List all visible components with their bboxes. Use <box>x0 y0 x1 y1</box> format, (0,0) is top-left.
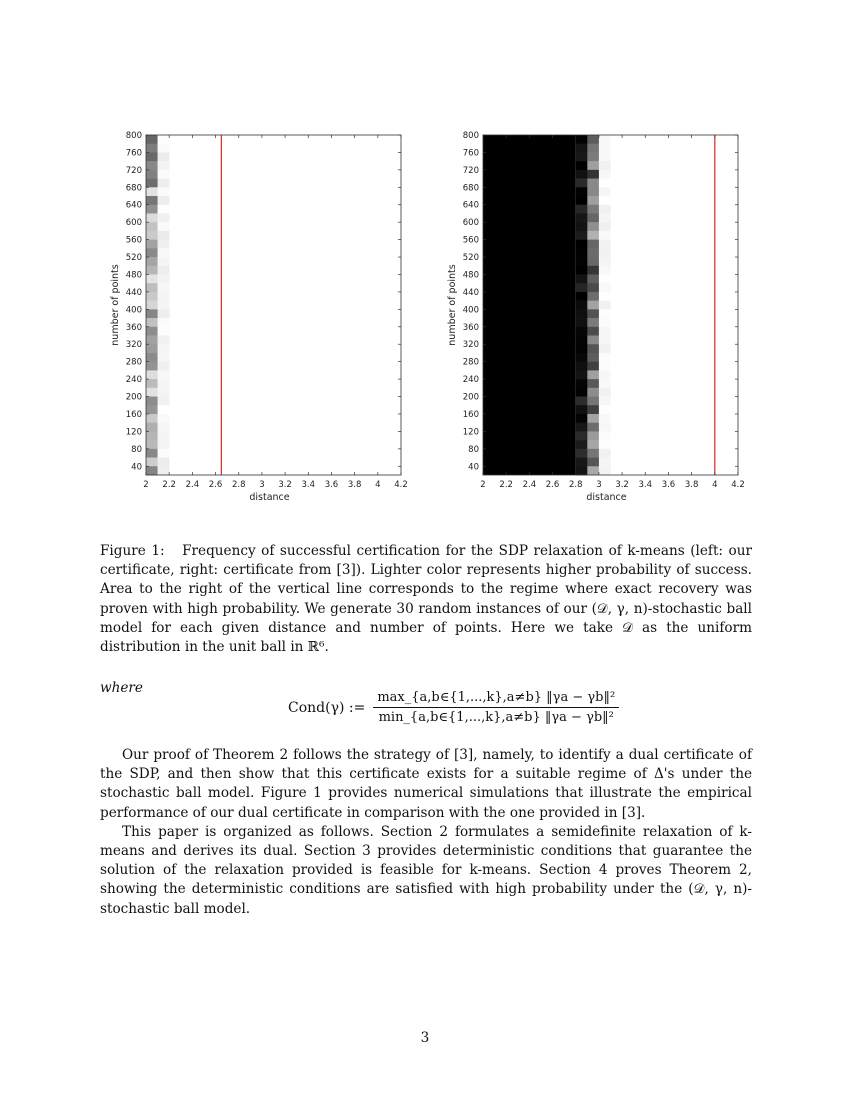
heatmap-cell <box>146 318 158 327</box>
heatmap-cell <box>158 240 170 249</box>
heatmap-cell <box>599 161 611 170</box>
heatmap-cell <box>599 135 611 144</box>
heatmap-cell <box>587 213 599 222</box>
heatmap-cell <box>587 222 599 231</box>
heatmap-cell <box>587 231 599 240</box>
heatmap-cell <box>576 458 588 467</box>
heatmap-cell <box>158 449 170 458</box>
heatmap-cell <box>576 344 588 353</box>
heatmap-cell <box>158 414 170 423</box>
y-tick-label: 40 <box>468 462 479 473</box>
heatmap-left <box>100 125 413 505</box>
heatmap-cell <box>587 205 599 214</box>
heatmap-cell <box>576 309 588 318</box>
heatmap-cell <box>599 309 611 318</box>
heatmap-cell <box>146 274 158 283</box>
x-tick-label: 2.8 <box>568 480 583 490</box>
heatmap-cell <box>599 152 611 161</box>
heatmap-cell <box>146 336 158 345</box>
heatmap-cell <box>576 152 588 161</box>
heatmap-cell <box>599 144 611 153</box>
y-tick-label: 440 <box>125 287 142 298</box>
heatmap-cell <box>576 353 588 362</box>
body-text <box>100 746 752 919</box>
x-tick-label: 2.6 <box>545 480 560 490</box>
figure-caption <box>100 542 752 657</box>
heatmap-cell <box>158 458 170 467</box>
heatmap-cell <box>576 205 588 214</box>
heatmap-cell <box>146 205 158 214</box>
y-tick-label: 680 <box>125 183 142 194</box>
heatmap-cell <box>158 292 170 301</box>
heatmap-cell <box>599 466 611 475</box>
heatmap-cell <box>599 205 611 214</box>
heatmap-cell <box>158 179 170 188</box>
heatmap-cell <box>158 353 170 362</box>
page-number: 3 <box>420 1030 430 1046</box>
x-tick-label: 3 <box>596 480 602 490</box>
heatmap-cell <box>599 240 611 249</box>
heatmap-right <box>437 125 750 505</box>
equation-lhs: Cond(γ) := <box>288 699 366 716</box>
heatmap-cell <box>599 397 611 406</box>
x-tick-label: 2.4 <box>522 480 537 490</box>
heatmap-cell <box>599 318 611 327</box>
heatmap-cell <box>587 187 599 196</box>
heatmap-cell <box>599 405 611 414</box>
x-tick-label: 4.2 <box>731 480 745 490</box>
heatmap-cell <box>158 274 170 283</box>
heatmap-cell <box>599 266 611 275</box>
heatmap-cell <box>158 370 170 379</box>
heatmap-cell <box>576 283 588 292</box>
heatmap-cell <box>576 196 588 205</box>
y-tick-label: 480 <box>462 270 479 281</box>
heatmap-cell <box>599 179 611 188</box>
heatmap-cell <box>587 362 599 371</box>
heatmap-cell <box>587 257 599 266</box>
heatmap-cell <box>158 266 170 275</box>
heatmap-cell <box>146 240 158 249</box>
heatmap-cell <box>158 318 170 327</box>
heatmap-cell <box>599 449 611 458</box>
equation-denominator: min_{a,b∈{1,...,k},a≠b} ‖γa − γb‖² <box>378 710 614 725</box>
x-tick-label: 3.4 <box>638 480 653 490</box>
heatmap-cell <box>599 362 611 371</box>
y-tick-label: 160 <box>125 409 142 420</box>
heatmap-cell <box>146 283 158 292</box>
heatmap-cell <box>158 405 170 414</box>
heatmap-cell <box>146 344 158 353</box>
y-tick-label: 600 <box>462 218 479 229</box>
y-tick-label: 560 <box>462 235 479 246</box>
heatmap-cell <box>146 309 158 318</box>
heatmap-cell <box>587 379 599 388</box>
heatmap-cell <box>158 222 170 231</box>
y-tick-label: 280 <box>125 357 142 368</box>
heatmap-cell <box>576 449 588 458</box>
heatmap-cell <box>587 309 599 318</box>
y-axis-label: number of points <box>110 264 121 346</box>
y-tick-label: 40 <box>131 462 142 473</box>
heatmap-cell <box>599 301 611 310</box>
y-tick-label: 400 <box>462 305 479 316</box>
heatmap-cell <box>158 336 170 345</box>
heatmap-cell <box>576 397 588 406</box>
heatmap-cell <box>576 379 588 388</box>
heatmap-cell <box>158 431 170 440</box>
heatmap-cell <box>599 274 611 283</box>
y-tick-label: 240 <box>125 375 142 386</box>
x-tick-label: 3.2 <box>615 480 629 490</box>
cond-equation <box>288 690 619 725</box>
heatmap-cell <box>146 466 158 475</box>
heatmap-cell <box>587 405 599 414</box>
heatmap-cell <box>158 397 170 406</box>
heatmap-cell <box>158 248 170 257</box>
heatmap-cell <box>146 257 158 266</box>
x-tick-label: 3.4 <box>301 480 316 490</box>
heatmap-svg-1 <box>437 125 750 505</box>
heatmap-cell <box>576 240 588 249</box>
heatmap-cell <box>587 161 599 170</box>
heatmap-cell <box>587 179 599 188</box>
x-tick-label: 2 <box>143 480 149 490</box>
heatmap-cell <box>576 423 588 432</box>
heatmap-cell <box>158 301 170 310</box>
heatmap-cell <box>146 397 158 406</box>
y-tick-label: 720 <box>125 165 142 176</box>
heatmap-cell <box>158 440 170 449</box>
heatmap-cell <box>587 423 599 432</box>
heatmap-cell <box>158 231 170 240</box>
heatmap-cell <box>587 431 599 440</box>
heatmap-cell <box>146 458 158 467</box>
heatmap-cell <box>587 449 599 458</box>
heatmap-cell <box>576 213 588 222</box>
y-tick-label: 80 <box>131 444 142 455</box>
heatmap-cell <box>599 388 611 397</box>
heatmap-cell <box>146 362 158 371</box>
heatmap-cell <box>158 309 170 318</box>
heatmap-cell <box>146 231 158 240</box>
heatmap-cell <box>158 213 170 222</box>
heatmap-cell <box>587 397 599 406</box>
heatmap-cell <box>599 213 611 222</box>
heatmap-cell <box>587 440 599 449</box>
x-tick-label: 2.4 <box>185 480 200 490</box>
heatmap-cell <box>146 213 158 222</box>
equation-fraction <box>373 690 619 725</box>
y-tick-label: 200 <box>125 392 142 403</box>
heatmap-cell <box>576 318 588 327</box>
heatmap-cell <box>158 283 170 292</box>
y-tick-label: 120 <box>125 427 142 438</box>
paragraph-1: Our proof of Theorem 2 follows the strategy of [3], namely, to identify a dual certificate of the SDP, and then show that this certificate exists for a suitable regime of Δ's under the stochastic ball model. Figure 1 provides numerical simulations that illustrate the empirical performance of our dual certificate in comparison with the one provided in [3]. <box>100 747 752 821</box>
heatmap-cell <box>158 257 170 266</box>
y-tick-label: 200 <box>462 392 479 403</box>
heatmap-failure-region <box>483 135 576 475</box>
heatmap-cell <box>587 266 599 275</box>
heatmap-cell <box>599 327 611 336</box>
x-tick-label: 2.6 <box>208 480 223 490</box>
heatmap-cell <box>576 248 588 257</box>
heatmap-cell <box>158 388 170 397</box>
x-tick-label: 3.6 <box>661 480 676 490</box>
heatmap-cell <box>158 344 170 353</box>
heatmap-cell <box>587 301 599 310</box>
heatmap-cell <box>599 423 611 432</box>
heatmap-cell <box>587 388 599 397</box>
heatmap-cell <box>587 344 599 353</box>
heatmap-cell <box>146 414 158 423</box>
y-tick-label: 120 <box>462 427 479 438</box>
heatmap-cell <box>587 336 599 345</box>
heatmap-cell <box>146 370 158 379</box>
y-tick-label: 160 <box>462 409 479 420</box>
heatmap-cell <box>576 179 588 188</box>
heatmap-cell <box>146 135 158 144</box>
equation-numerator: max_{a,b∈{1,...,k},a≠b} ‖γa − γb‖² <box>373 690 619 708</box>
x-tick-label: 3 <box>259 480 265 490</box>
heatmap-cell <box>599 283 611 292</box>
heatmap-cell <box>576 292 588 301</box>
y-tick-label: 320 <box>125 340 142 351</box>
x-axis-label: distance <box>586 492 627 503</box>
heatmap-cell <box>576 161 588 170</box>
y-tick-label: 800 <box>462 131 479 141</box>
heatmap-cell <box>576 414 588 423</box>
heatmap-cell <box>146 379 158 388</box>
heatmap-cell <box>158 362 170 371</box>
heatmap-cell <box>576 440 588 449</box>
y-tick-label: 640 <box>125 200 142 211</box>
heatmap-cell <box>146 266 158 275</box>
heatmap-cell <box>158 161 170 170</box>
heatmap-cell <box>587 248 599 257</box>
x-axis-label: distance <box>249 492 290 503</box>
heatmap-cell <box>587 318 599 327</box>
heatmap-cell <box>587 283 599 292</box>
y-tick-label: 80 <box>468 444 479 455</box>
heatmap-cell <box>158 379 170 388</box>
heatmap-cell <box>587 353 599 362</box>
heatmap-cell <box>587 196 599 205</box>
heatmap-cell <box>576 370 588 379</box>
heatmap-cell <box>158 152 170 161</box>
heatmap-cell <box>146 292 158 301</box>
heatmap-cell <box>146 144 158 153</box>
y-tick-label: 280 <box>462 357 479 368</box>
heatmap-cell <box>599 257 611 266</box>
heatmap-cell <box>599 336 611 345</box>
heatmap-cell <box>576 170 588 179</box>
heatmap-cell <box>587 414 599 423</box>
y-tick-label: 520 <box>125 253 142 264</box>
heatmap-cell <box>576 257 588 266</box>
x-tick-label: 2.2 <box>499 480 513 490</box>
heatmap-cell <box>599 187 611 196</box>
heatmap-cell <box>576 327 588 336</box>
y-tick-label: 480 <box>125 270 142 281</box>
heatmap-cell <box>587 144 599 153</box>
y-tick-label: 720 <box>462 165 479 176</box>
heatmap-cell <box>587 240 599 249</box>
heatmap-cell <box>587 327 599 336</box>
heatmap-cell <box>158 135 170 144</box>
where-text: where <box>100 680 143 696</box>
heatmap-cell <box>146 152 158 161</box>
x-tick-label: 4 <box>712 480 718 490</box>
heatmap-cell <box>146 248 158 257</box>
heatmap-cell <box>599 222 611 231</box>
heatmap-cell <box>146 423 158 432</box>
heatmap-cell <box>146 301 158 310</box>
heatmap-cell <box>599 231 611 240</box>
heatmap-cell <box>599 370 611 379</box>
heatmap-cell <box>576 274 588 283</box>
y-tick-label: 800 <box>125 131 142 141</box>
heatmap-cell <box>576 231 588 240</box>
heatmap-cell <box>576 144 588 153</box>
heatmap-cell <box>587 466 599 475</box>
x-tick-label: 4.2 <box>394 480 408 490</box>
heatmap-cell <box>146 170 158 179</box>
x-tick-label: 3.8 <box>684 480 699 490</box>
x-tick-label: 3.6 <box>324 480 339 490</box>
heatmap-cell <box>599 292 611 301</box>
heatmap-cell <box>146 440 158 449</box>
heatmap-cell <box>146 405 158 414</box>
y-tick-label: 240 <box>462 375 479 386</box>
heatmap-cell <box>599 458 611 467</box>
y-tick-label: 520 <box>462 253 479 264</box>
heatmap-cell <box>146 161 158 170</box>
paragraph-2: This paper is organized as follows. Section 2 formulates a semidefinite relaxation of k-means and derives its dual. Section 3 provides deterministic conditions that guarantee the solution of the relaxation provided is feasible for k-means. Section 4 proves Theorem 2, showing the deterministic conditions are satisfied with high probability under the (𝒟, γ, n)-stochastic ball model. <box>100 823 752 917</box>
heatmap-cell <box>599 414 611 423</box>
heatmap-cell <box>158 466 170 475</box>
heatmap-cell <box>576 336 588 345</box>
heatmap-cell <box>587 292 599 301</box>
heatmap-cell <box>599 379 611 388</box>
heatmap-cell <box>576 301 588 310</box>
heatmap-svg-0 <box>100 125 413 505</box>
y-tick-label: 440 <box>462 287 479 298</box>
heatmap-cell <box>587 135 599 144</box>
y-tick-label: 560 <box>125 235 142 246</box>
heatmap-cell <box>146 431 158 440</box>
heatmap-cell <box>146 196 158 205</box>
heatmap-cell <box>587 274 599 283</box>
heatmap-cell <box>599 248 611 257</box>
heatmap-cell <box>599 353 611 362</box>
heatmap-cell <box>576 222 588 231</box>
x-tick-label: 2.8 <box>231 480 246 490</box>
heatmap-cell <box>599 344 611 353</box>
heatmap-cell <box>576 431 588 440</box>
heatmap-cell <box>576 388 588 397</box>
y-tick-label: 360 <box>125 322 142 333</box>
y-tick-label: 320 <box>462 340 479 351</box>
heatmap-cell <box>158 205 170 214</box>
heatmap-cell <box>576 187 588 196</box>
heatmap-cell <box>158 187 170 196</box>
heatmap-cell <box>599 431 611 440</box>
heatmap-cell <box>146 179 158 188</box>
plot-background <box>146 135 401 475</box>
x-tick-label: 2 <box>480 480 486 490</box>
heatmap-cell <box>146 449 158 458</box>
x-tick-label: 4 <box>375 480 381 490</box>
y-tick-label: 600 <box>125 218 142 229</box>
heatmap-cell <box>576 405 588 414</box>
heatmap-cell <box>158 144 170 153</box>
y-tick-label: 680 <box>462 183 479 194</box>
caption-label: Figure 1: <box>100 543 165 559</box>
heatmap-cell <box>146 353 158 362</box>
x-tick-label: 3.2 <box>278 480 292 490</box>
heatmap-cell <box>599 170 611 179</box>
heatmap-cell <box>599 440 611 449</box>
caption-text: Frequency of successful certification for the SDP relaxation of k-means (left: our certificate, right: certificate from [3]). Lighter color represents higher probability of success. Area to the right of the vertical line corresponds to the regime where exact recovery was proven with high probability. We generate 30 random instances of our (𝒟, γ, n)-stochastic ball model for each given distance and number of points. Here we take 𝒟 as the uniform distribution in the unit ball in ℝ⁶. <box>100 543 752 656</box>
figure-1 <box>100 125 750 505</box>
y-tick-label: 760 <box>462 148 479 159</box>
heatmap-cell <box>587 152 599 161</box>
y-tick-label: 360 <box>462 322 479 333</box>
heatmap-cell <box>146 327 158 336</box>
heatmap-cell <box>576 135 588 144</box>
x-tick-label: 2.2 <box>162 480 176 490</box>
x-tick-label: 3.8 <box>347 480 362 490</box>
heatmap-cell <box>158 170 170 179</box>
heatmap-cell <box>599 196 611 205</box>
heatmap-cell <box>587 458 599 467</box>
heatmap-cell <box>587 370 599 379</box>
heatmap-cell <box>576 266 588 275</box>
heatmap-cell <box>146 388 158 397</box>
heatmap-cell <box>146 187 158 196</box>
heatmap-cell <box>146 222 158 231</box>
y-tick-label: 760 <box>125 148 142 159</box>
y-tick-label: 400 <box>125 305 142 316</box>
y-axis-label: number of points <box>447 264 458 346</box>
heatmap-cell <box>576 466 588 475</box>
heatmap-cell <box>158 327 170 336</box>
heatmap-cell <box>158 423 170 432</box>
heatmap-cell <box>158 196 170 205</box>
y-tick-label: 640 <box>462 200 479 211</box>
heatmap-cell <box>587 170 599 179</box>
heatmap-cell <box>576 362 588 371</box>
